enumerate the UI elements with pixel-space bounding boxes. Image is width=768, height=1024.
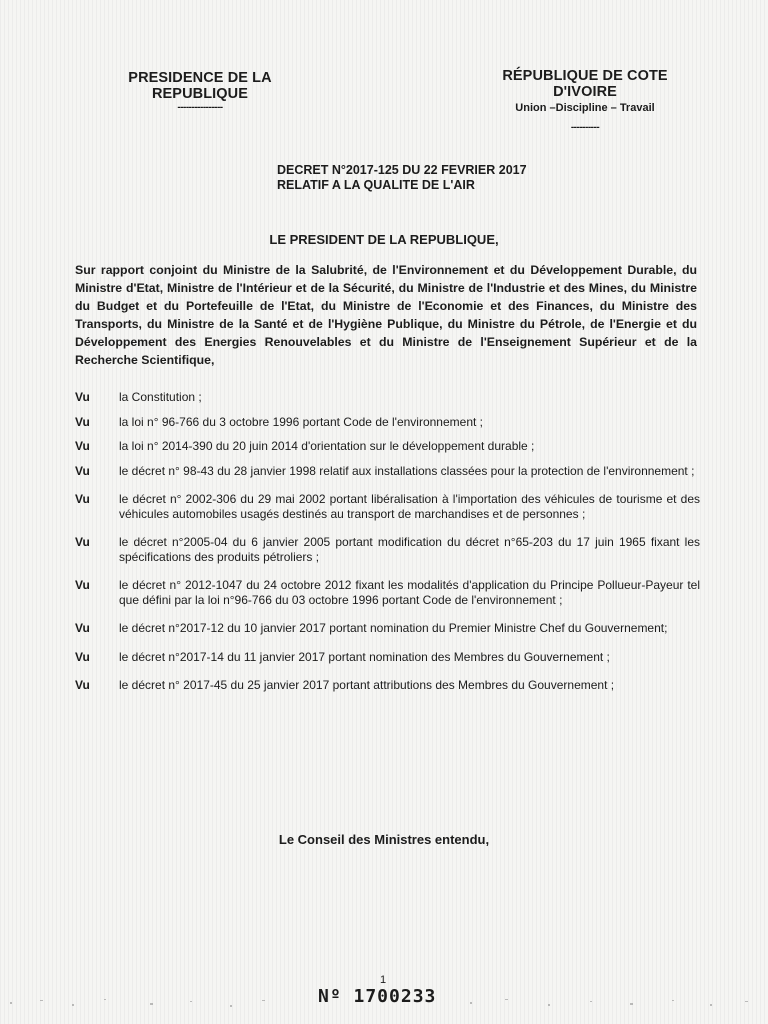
- vu-label: Vu: [75, 678, 90, 692]
- serial-number: Nº 1700233: [318, 986, 437, 1007]
- vu-item: [75, 492, 700, 521]
- vu-text: le décret n°2017-14 du 11 janvier 2017 portant nomination des Membres du Gouvernement ;: [119, 649, 610, 664]
- vu-label: Vu: [75, 414, 90, 429]
- presidency-title: PRESIDENCE DE LA REPUBLIQUE: [128, 70, 272, 102]
- vu-text: le décret n° 2012-1047 du 24 octobre 2012 fixant les modalités d'application du Principe Pollueur-Payeur tel que défini par la loi n°96-766 du 03 octobre 1996 portant Code de l'environnement ;: [119, 578, 700, 607]
- council-statement: Le Conseil des Ministres entendu,: [278, 832, 490, 847]
- header-left: [80, 70, 320, 114]
- vu-item: [75, 439, 700, 454]
- republic-title: RÉPUBLIQUE DE COTE D'IVOIRE: [502, 68, 668, 100]
- vu-text: la Constitution ;: [119, 390, 202, 404]
- header-right: [470, 68, 700, 134]
- vu-item: [75, 650, 700, 665]
- header-left-separator: ----------------: [177, 102, 223, 113]
- national-motto: Union –Discipline – Travail: [515, 102, 655, 114]
- vu-label: Vu: [75, 621, 90, 635]
- vu-list: [75, 390, 700, 693]
- vu-text: le décret n°2005-04 du 6 janvier 2005 portant modification du décret n°65-203 du 17 juin 1965 fixant les spécifications des produits pétroliers ;: [119, 535, 700, 564]
- vu-item: [75, 415, 700, 430]
- vu-label: Vu: [75, 390, 90, 404]
- vu-item: [75, 390, 700, 405]
- vu-label: Vu: [75, 649, 90, 664]
- decree-number: DECRET N°2017-125 DU 22 FEVRIER 2017: [277, 163, 527, 177]
- vu-text: le décret n° 98-43 du 28 janvier 1998 relatif aux installations classées pour la protection de l'environnement ;: [119, 463, 695, 478]
- preamble-paragraph: Sur rapport conjoint du Ministre de la Salubrité, de l'Environnement et du Développement Durable, du Ministre d'Etat, Ministre de l'Intérieur et de la Sécurité, du Ministre de l'Industrie et des Mines, du Ministre du Budget et du Portefeuille de l'Etat, du Ministre de l'Economie et des Finances, du Ministre des Transports, du Ministre de la Santé et de l'Hygiène Publique, du Ministre du Pétrole, de l'Energie et du Développement des Energies Renouvelables et du Ministre de l'Enseignement Supérieur et de la Recherche Scientifique,: [75, 263, 697, 367]
- decree-subject: RELATIF A LA QUALITE DE L'AIR: [277, 178, 475, 192]
- header-right-separator: ----------: [570, 122, 600, 133]
- vu-label: Vu: [75, 439, 90, 453]
- vu-item: [75, 578, 700, 607]
- vu-item: [75, 678, 700, 693]
- vu-text: le décret n°2017-12 du 10 janvier 2017 portant nomination du Premier Ministre Chef du Gouvernement;: [119, 621, 668, 635]
- decree-title: [277, 163, 527, 193]
- vu-label: Vu: [75, 535, 90, 549]
- vu-text: la loi n° 2014-390 du 20 juin 2014 d'orientation sur le développement durable ;: [119, 439, 535, 453]
- vu-item: [75, 535, 700, 564]
- vu-text: le décret n° 2017-45 du 25 janvier 2017 portant attributions des Membres du Gouvernement ;: [119, 678, 615, 692]
- vu-item: [75, 464, 700, 479]
- vu-label: Vu: [75, 463, 90, 478]
- vu-label: Vu: [75, 578, 90, 592]
- vu-text: la loi n° 96-766 du 3 octobre 1996 portant Code de l'environnement ;: [119, 414, 484, 429]
- page-number: 1: [380, 974, 387, 986]
- vu-item: [75, 621, 700, 636]
- vu-text: le décret n° 2002-306 du 29 mai 2002 portant libéralisation à l'importation des véhicules de tourisme et des véhicules automobiles usagés destinés au transport de marchandises et de personnes ;: [119, 492, 700, 521]
- scan-noise: [0, 990, 768, 1016]
- president-heading: LE PRESIDENT DE LA REPUBLIQUE,: [269, 232, 499, 247]
- vu-label: Vu: [75, 492, 90, 506]
